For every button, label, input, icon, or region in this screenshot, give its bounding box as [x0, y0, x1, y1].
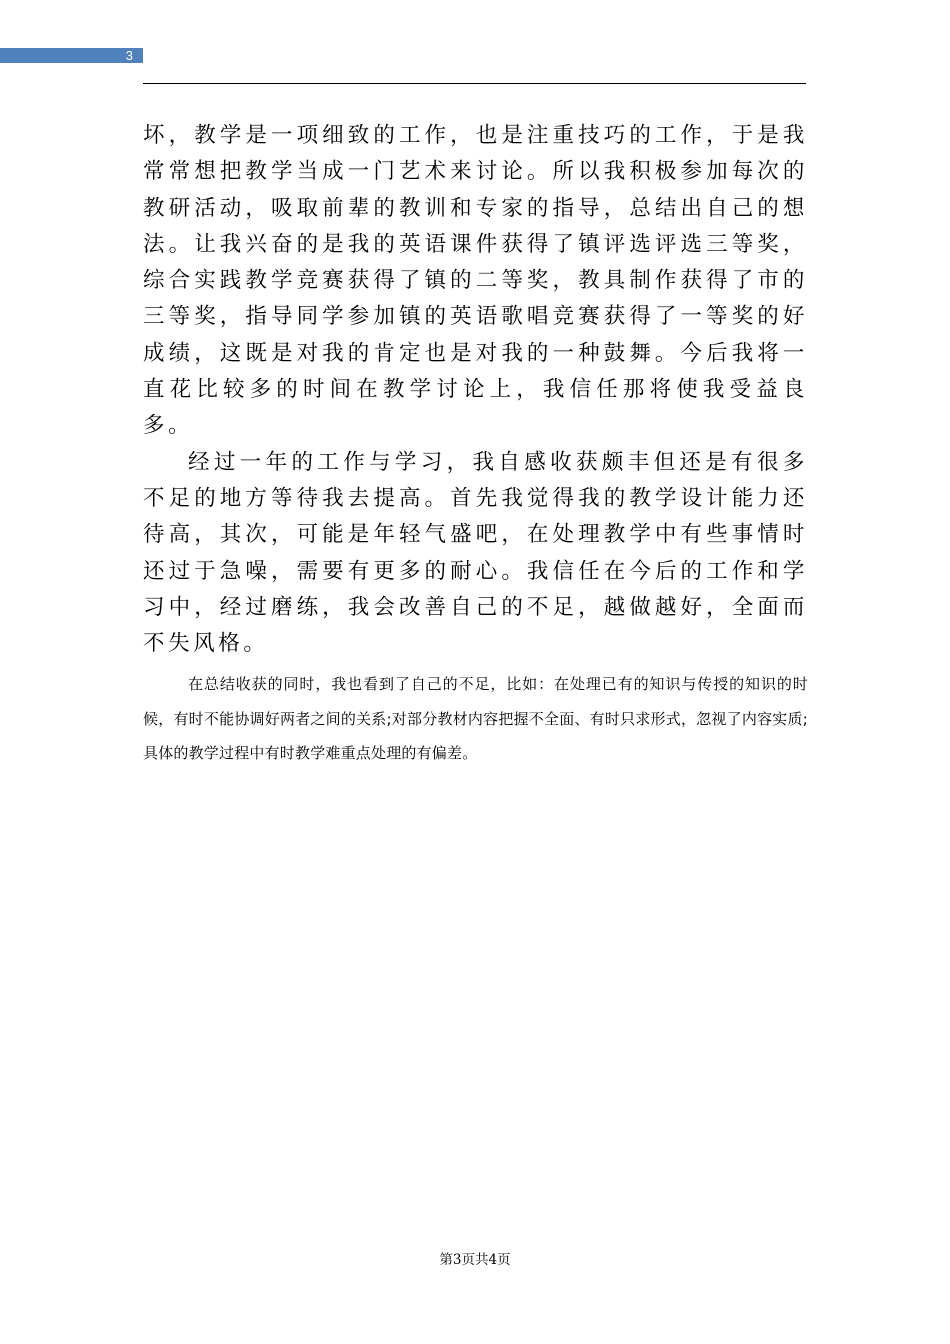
- page-number-tab: [0, 48, 143, 63]
- page-tab-number: 3: [125, 48, 133, 63]
- document-body: [143, 118, 808, 771]
- header-rule: [143, 83, 806, 84]
- body-paragraph: 坏，教学是一项细致的工作，也是注重技巧的工作，于是我常常想把教学当成一门艺术来讨论。所以我积极参加每次的教研活动，吸取前辈的教训和专家的指导，总结出自己的想法。让我兴奋的是我的英语课件获得了镇评选评选三等奖，综合实践教学竞赛获得了镇的二等奖，教具制作获得了市的三等奖，指导同学参加镇的英语歌唱竞赛获得了一等奖的好成绩，这既是对我的肯定也是对我的一种鼓舞。今后我将一直花比较多的时间在教学讨论上，我信任那将使我受益良多。: [143, 123, 808, 439]
- page-footer: 第3页共4页: [439, 1252, 511, 1268]
- body-paragraph: 在总结收获的同时，我也看到了自己的不足，比如：在处理已有的知识与传授的知识的时候，有时不能协调好两者之间的关系;对部分教材内容把握不全面、有时只求形式，忽视了内容实质;具体的教学过程中有时教学难重点处理的有偏差。: [143, 675, 808, 763]
- body-paragraph: 经过一年的工作与学习，我自感收获颇丰但还是有很多不足的地方等待我去提高。首先我觉得我的教学设计能力还待高，其次，可能是年轻气盛吧，在处理教学中有些事情时还过于急噪，需要有更多的耐心。我信任在今后的工作和学习中，经过磨练，我会改善自己的不足，越做越好，全面而不失风格。: [143, 449, 808, 657]
